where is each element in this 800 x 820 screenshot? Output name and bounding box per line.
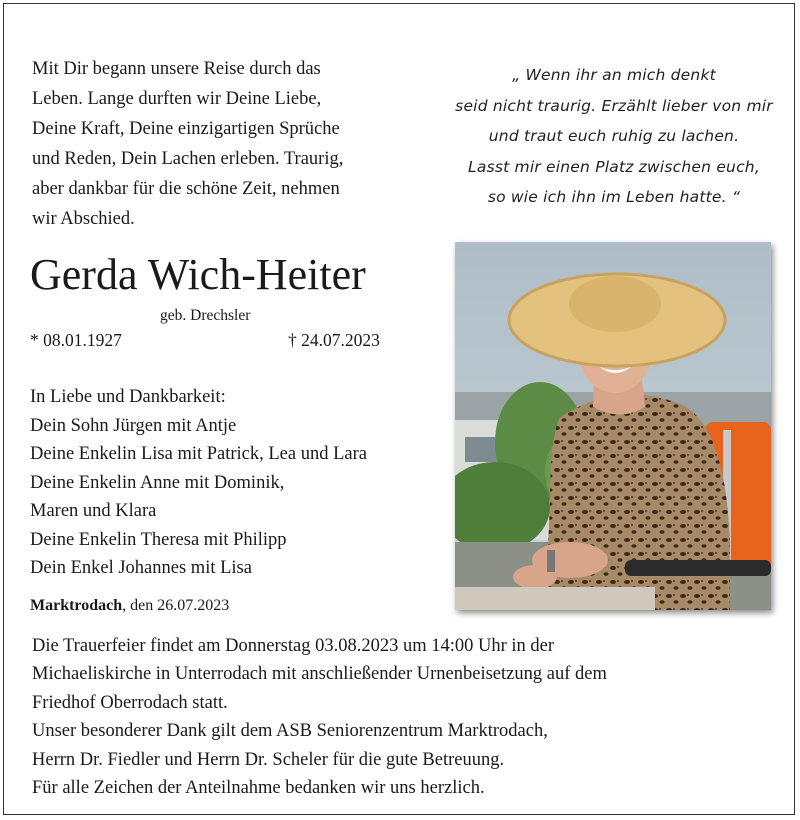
mourner-line: Dein Enkel Johannes mit Lisa — [30, 558, 252, 578]
details-line: Unser besonderer Dank gilt dem ASB Seniorenzentrum Marktrodach, — [32, 721, 548, 742]
death-date: † 24.07.2023 — [288, 330, 380, 350]
handwritten-quote — [448, 60, 780, 213]
date-line: , den 26.07.2023 — [122, 597, 230, 614]
intro-line: und Reden, Dein Lachen erleben. Traurig, — [32, 149, 344, 169]
ceremony-details — [32, 632, 772, 802]
intro-text — [32, 54, 422, 234]
deceased-name: Gerda Wich-Heiter — [30, 250, 366, 299]
quote-line: so wie ich ihn im Leben hatte. “ — [487, 188, 741, 206]
quote-line: seid nicht traurig. Erzählt lieber von mir — [455, 96, 773, 115]
portrait-illustration — [455, 242, 771, 610]
details-line: Herrn Dr. Fiedler und Herrn Dr. Scheler für die gute Betreuung. — [32, 749, 505, 770]
place-date — [30, 597, 229, 615]
portrait-photo — [455, 242, 771, 610]
intro-line: Mit Dir begann unsere Reise durch das — [32, 59, 321, 79]
quote-line: Lasst mir einen Platz zwischen euch, — [468, 157, 760, 176]
intro-line: Leben. Lange durften wir Deine Liebe, — [32, 89, 322, 109]
details-line: Die Trauerfeier findet am Donnerstag 03.08.2023 um 14:00 Uhr in der — [32, 636, 555, 656]
intro-line: wir Abschied. — [32, 209, 135, 229]
quote-line: und traut euch ruhig zu lachen. — [488, 127, 740, 145]
mourners-list — [30, 383, 367, 583]
mourner-line: Maren und Klara — [30, 501, 157, 521]
mourner-line: Deine Enkelin Lisa mit Patrick, Lea und Lara — [30, 444, 367, 464]
details-line: Friedhof Oberrodach statt. — [32, 692, 228, 713]
mourner-line: Dein Sohn Jürgen mit Antje — [30, 415, 237, 436]
place-name: Marktrodach — [30, 597, 123, 614]
mourner-line: In Liebe und Dankbarkeit: — [30, 387, 226, 407]
mourner-line: Deine Enkelin Anne mit Dominik, — [30, 472, 285, 493]
details-line: Michaeliskirche in Unterrodach mit anschließender Urnenbeisetzung auf dem — [32, 664, 607, 685]
quote-line: „ Wenn ihr an mich denkt — [512, 66, 716, 84]
details-line: Für alle Zeichen der Anteilnahme bedanken wir uns herzlich. — [32, 778, 485, 799]
birth-date: * 08.01.1927 — [30, 330, 122, 350]
maiden-name: geb. Drechsler — [160, 307, 251, 324]
intro-line: aber dankbar für die schöne Zeit, nehmen — [32, 179, 340, 199]
intro-line: Deine Kraft, Deine einzigartigen Sprüche — [32, 119, 340, 139]
mourner-line: Deine Enkelin Theresa mit Philipp — [30, 529, 287, 550]
